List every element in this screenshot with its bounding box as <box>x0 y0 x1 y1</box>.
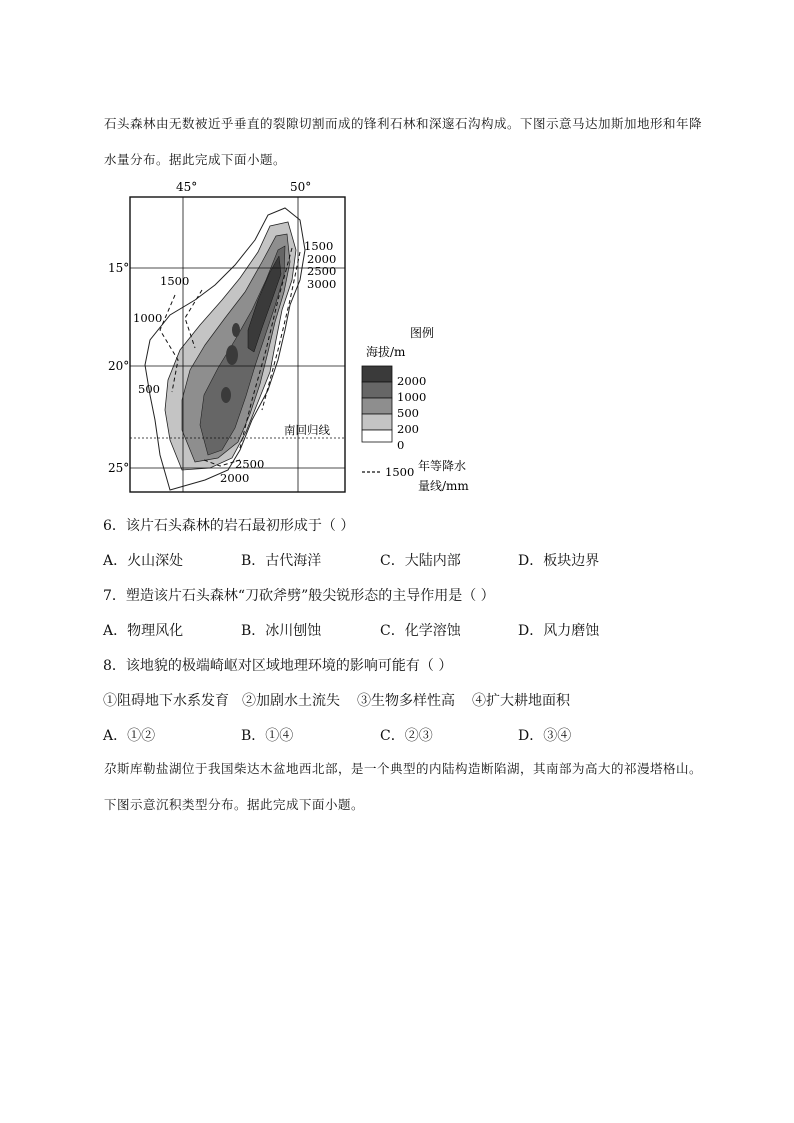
q6-option-c[interactable]: C．大陆内部 <box>380 553 461 569</box>
legend-rain-label: 年等降水 <box>418 459 467 473</box>
q8-option-b[interactable]: B．①④ <box>241 728 294 744</box>
contour-label: 2500 <box>307 264 337 278</box>
tropic-label: 南回归线 <box>284 423 330 437</box>
legend-swatch-2000 <box>362 366 392 382</box>
legend-swatch-200 <box>362 414 392 430</box>
question-8-stem: 8．该地貌的极端崎岖对区域地理环境的影响可能有（ ） <box>103 658 453 674</box>
intro-paragraph-1: 石头森林由无数被近乎垂直的裂隙切割而成的锋利石林和深邃石沟构成。下图示意马达加斯加地形和年降水量分布。据此完成下面小题。 <box>104 116 703 167</box>
legend-level: 500 <box>397 406 419 420</box>
q8-statement-1: ①阻碍地下水系发育 <box>103 693 229 709</box>
legend-swatch-500 <box>362 398 392 414</box>
lon-label-45: 45° <box>176 180 198 194</box>
highland-patch <box>232 323 240 337</box>
legend-rain-value: 1500 <box>385 465 415 479</box>
legend-level: 0 <box>397 438 405 452</box>
q6-option-b[interactable]: B．古代海洋 <box>241 553 322 569</box>
madagascar-map <box>0 0 794 500</box>
question-7-stem: 7．塑造该片石头森林“刀砍斧劈”般尖锐形态的主导作用是（ ） <box>103 588 495 604</box>
q8-option-a[interactable]: A．①② <box>103 728 156 744</box>
legend-rain-label: 量线/mm <box>418 479 469 493</box>
intro-paragraph-2: 尕斯库勒盐湖位于我国柴达木盆地西北部，是一个典型的内陆构造断陷湖，其南部为高大的祁漫塔格山。下图示意沉积类型分布。据此完成下面小题。 <box>104 761 703 812</box>
legend-subtitle: 海拔/m <box>366 345 406 359</box>
contour-label: 1500 <box>160 274 190 288</box>
q8-statement-4: ④扩大耕地面积 <box>472 693 570 709</box>
highland-patch <box>221 387 231 403</box>
q8-option-c[interactable]: C．②③ <box>380 728 433 744</box>
contour-label: 500 <box>138 382 160 396</box>
contour-label: 1500 <box>304 239 334 253</box>
contour-label: 3000 <box>307 277 337 291</box>
q6-option-a[interactable]: A．火山深处 <box>103 553 184 569</box>
q6-option-d[interactable]: D．板块边界 <box>518 553 600 569</box>
q7-option-b[interactable]: B．冰川刨蚀 <box>241 623 322 639</box>
lon-label-50: 50° <box>290 180 312 194</box>
contour-label: 2000 <box>220 471 250 485</box>
lat-label-15: 15° <box>108 261 130 275</box>
legend-swatch-1000 <box>362 382 392 398</box>
lat-label-25: 25° <box>108 461 130 475</box>
legend-level: 200 <box>397 422 419 436</box>
q7-option-a[interactable]: A．物理风化 <box>103 623 184 639</box>
contour-label: 2000 <box>307 252 337 266</box>
legend-level: 1000 <box>397 390 427 404</box>
q8-statement-3: ③生物多样性高 <box>357 693 455 709</box>
contour-label: 1000 <box>133 311 163 325</box>
legend-title: 图例 <box>410 326 435 340</box>
q7-option-c[interactable]: C．化学溶蚀 <box>380 623 461 639</box>
q7-option-d[interactable]: D．风力磨蚀 <box>518 623 600 639</box>
contour-label: 2500 <box>235 457 265 471</box>
legend-swatch-0 <box>362 430 392 442</box>
q8-statement-2: ②加剧水土流失 <box>242 693 340 709</box>
q8-option-d[interactable]: D．③④ <box>518 728 572 744</box>
lat-label-20: 20° <box>108 359 130 373</box>
highland-patch <box>226 345 238 365</box>
question-6-stem: 6．该片石头森林的岩石最初形成于（ ） <box>103 518 355 534</box>
legend-level: 2000 <box>397 374 427 388</box>
